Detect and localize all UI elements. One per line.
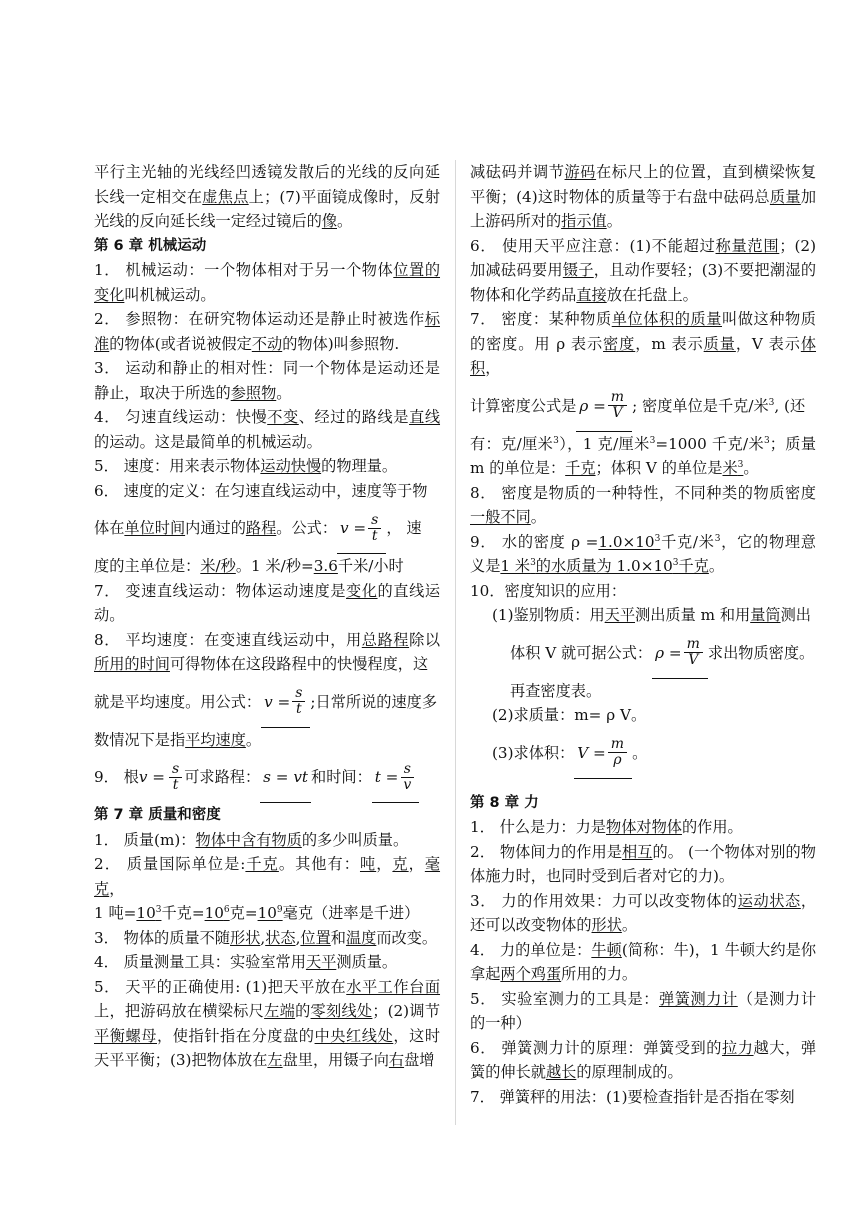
item-6-6-formula-line: 体在单位时间内通过的路程。公式： v = $\frac{s}{t}$ ， 速 [94,503,440,554]
item-8-7: 7． 弹簧秤的用法：(1)要检查指针是否指在零刻 [470,1087,795,1106]
item-7-7: 7． 密度：某种物质单位体积的质量叫做这种物质的密度。用 ρ 表示密度，m 表示质量，V 表示体积， [470,310,817,377]
item-7-1: 1． 质量(m)：物体中含有物质的多少叫质量。 [94,830,409,849]
item-6-4: 4． 匀速直线运动：快慢不变、经过的路线是直线的运动。这是最简单的机械运动。 [94,408,441,451]
chapter6-title: 第 6 章 机械运动 [94,237,207,254]
item-7-10-1-end: 再查密度表。 [510,681,602,700]
item-7-4: 4． 质量测量工具：实验室常用天平测质量。 [94,953,398,971]
item-6-7: 7． 变速直线运动：物体运动速度是变化的直线运动。 [94,581,441,624]
column-divider [455,160,456,1125]
average-speed-formula: v = $\frac{s}{t}$ [261,677,310,728]
item-7-10: 10．密度知识的应用： [470,581,627,600]
item-7-10-3: (3)求体积： V = $\frac{m}{\rho}$ 。 [470,728,816,779]
item-8-3: 3． 力的作用效果：力可以改变物体的运动状态，还可以改变物体的形状。 [470,891,817,934]
chapter8-title: 第 8 章 力 [470,794,539,811]
item-7-2: 2． 质量国际单位是:千克。其他有：吨，克，毫克， 1 吨$=10^3$千克$=10^6$克$=10^9$毫克（进率是千进） [94,855,441,922]
item-7-10-1-formula: 体积 V 就可据公式： ρ = $\frac{m}{V}$ 求出物质密度。 [470,628,816,679]
item-7-10-2: (2)求质量：m= ρ V。 [492,706,647,724]
item-7-7-formula-line: 计算密度公式是 ρ = $\frac{m}{V}$ ; 密度单位是千克/米$^3$, (还 [470,381,816,432]
distance-formula: s = vt [260,752,311,803]
item-7-6: 6． 使用天平应注意：(1)不能超过称量范围；(2)加减砝码要用镊子，且动作要轻；(3)不要把潮湿的物体和化学药品直接放在托盘上。 [470,236,817,304]
item-6-8-formula-line: 就是平均速度。用公式： v = $\frac{s}{t}$ ;日常所说的速度多 [94,677,440,728]
item-7-5-continued: 减砝码并调节游码在标尺上的位置，直到横梁恢复平衡；(4)这时物体的质量等于右盘中砝码总质量加上游码所对的指示值。 [470,163,817,230]
item-6-6: 6． 速度的定义：在匀速直线运动中，速度等于物 [94,481,428,500]
item-8-5: 5． 实验室测力的工具是：弹簧测力计（是测力计的一种） [470,989,817,1032]
time-formula: t = $\frac{s}{v}$ [372,752,420,803]
item-7-3: 3． 物体的质量不随形状,状态,位置和温度而改变。 [94,928,438,947]
chapter7-title: 第 7 章 质量和密度 [94,807,221,823]
item-8-6: 6． 弹簧测力计的原理：弹簧受到的拉力越大，弹簧的伸长就越长的原理制成的。 [470,1038,817,1081]
item-7-7-units: 有：克/厘米$^3$），1 克/厘米$^3$=1000 千克/米$^3$；质量 m 的单位是：千克；体积 V 的单位是米$^3$。 [470,434,817,477]
speed-formula-inline: v = $\frac{s}{t}$ [139,752,184,802]
item-6-5: 5． 速度：用来表示物体运动快慢的物理量。 [94,457,398,475]
item-6-3: 3． 运动和静止的相对性：同一个物体是运动还是静止，取决于所选的参照物。 [94,359,440,402]
item-6-6-units: 度的主单位是：米/秒。1 米/秒=3.6千米/小时 [94,557,404,575]
item-7-9: 9． 水的密度 $\rho =1.0\times 10^3$千克/米$^3$，它的物理意义是1 米$^3$的水质量为 $1.0\times 10^3$千克。 [470,532,816,575]
density-formula-2: ρ = $\frac{m}{V}$ [652,628,708,679]
item-8-4: 4． 力的单位是：牛顿(简称：牛)，1 牛顿大约是你拿起两个鸡蛋所用的力。 [470,940,817,983]
item-6-8: 8． 平均速度：在变速直线运动中，用总路程除以所用的时间可得物体在这段路程中的快慢程度，这 [94,630,441,673]
item-7-8: 8． 密度是物质的一种特性，不同种类的物质密度一般不同。 [470,483,816,526]
item-6-8-end: 数情况下是指平均速度。 [94,730,262,749]
item-6-9: 9． 根 v = $\frac{s}{t}$ 可求路程： s = vt 和时间： t = $\frac{s}{v}$ [94,752,440,803]
item-6-2: 2． 参照物：在研究物体运动还是静止时被选作标准的物体(或者说被假定不动的物体)叫参照物. [94,310,440,353]
left-column [94,160,440,1073]
item-7-5: 5． 天平的正确使用: (1)把天平放在水平工作台面上，把游码放在横梁标尺左端的零刻线处；(2)调节平衡螺母，使指针指在分度盘的中央红线处，这时天平平衡；(3)把物体放在左盘里，用镊子向右盘增 [94,977,441,1069]
speed-formula: v = $\frac{s}{t}$ [337,503,386,554]
item-6-1: 1． 机械运动：一个物体相对于另一个物体位置的变化叫机械运动。 [94,261,441,304]
item-8-1: 1． 什么是力：力是物体对物体的作用。 [470,818,743,836]
right-column [470,160,816,1109]
density-formula: ρ = $\frac{m}{V}$ [576,381,632,432]
item-8-2: 2． 物体间力的作用是相互的。 (一个物体对别的物体施力时，也同时受到后者对它的力)。 [470,842,816,885]
intro-paragraph: 平行主光轴的光线经凹透镜发散后的光线的反向延长线一定相交在虚焦点上；(7)平面镜成像时，反射光线的反向延长线一定经过镜后的像。 [94,163,441,230]
item-7-10-1: (1)鉴别物质：用天平测出质量 m 和用量筒测出 [492,606,811,624]
volume-formula: V = $\frac{m}{\rho}$ [574,728,632,779]
